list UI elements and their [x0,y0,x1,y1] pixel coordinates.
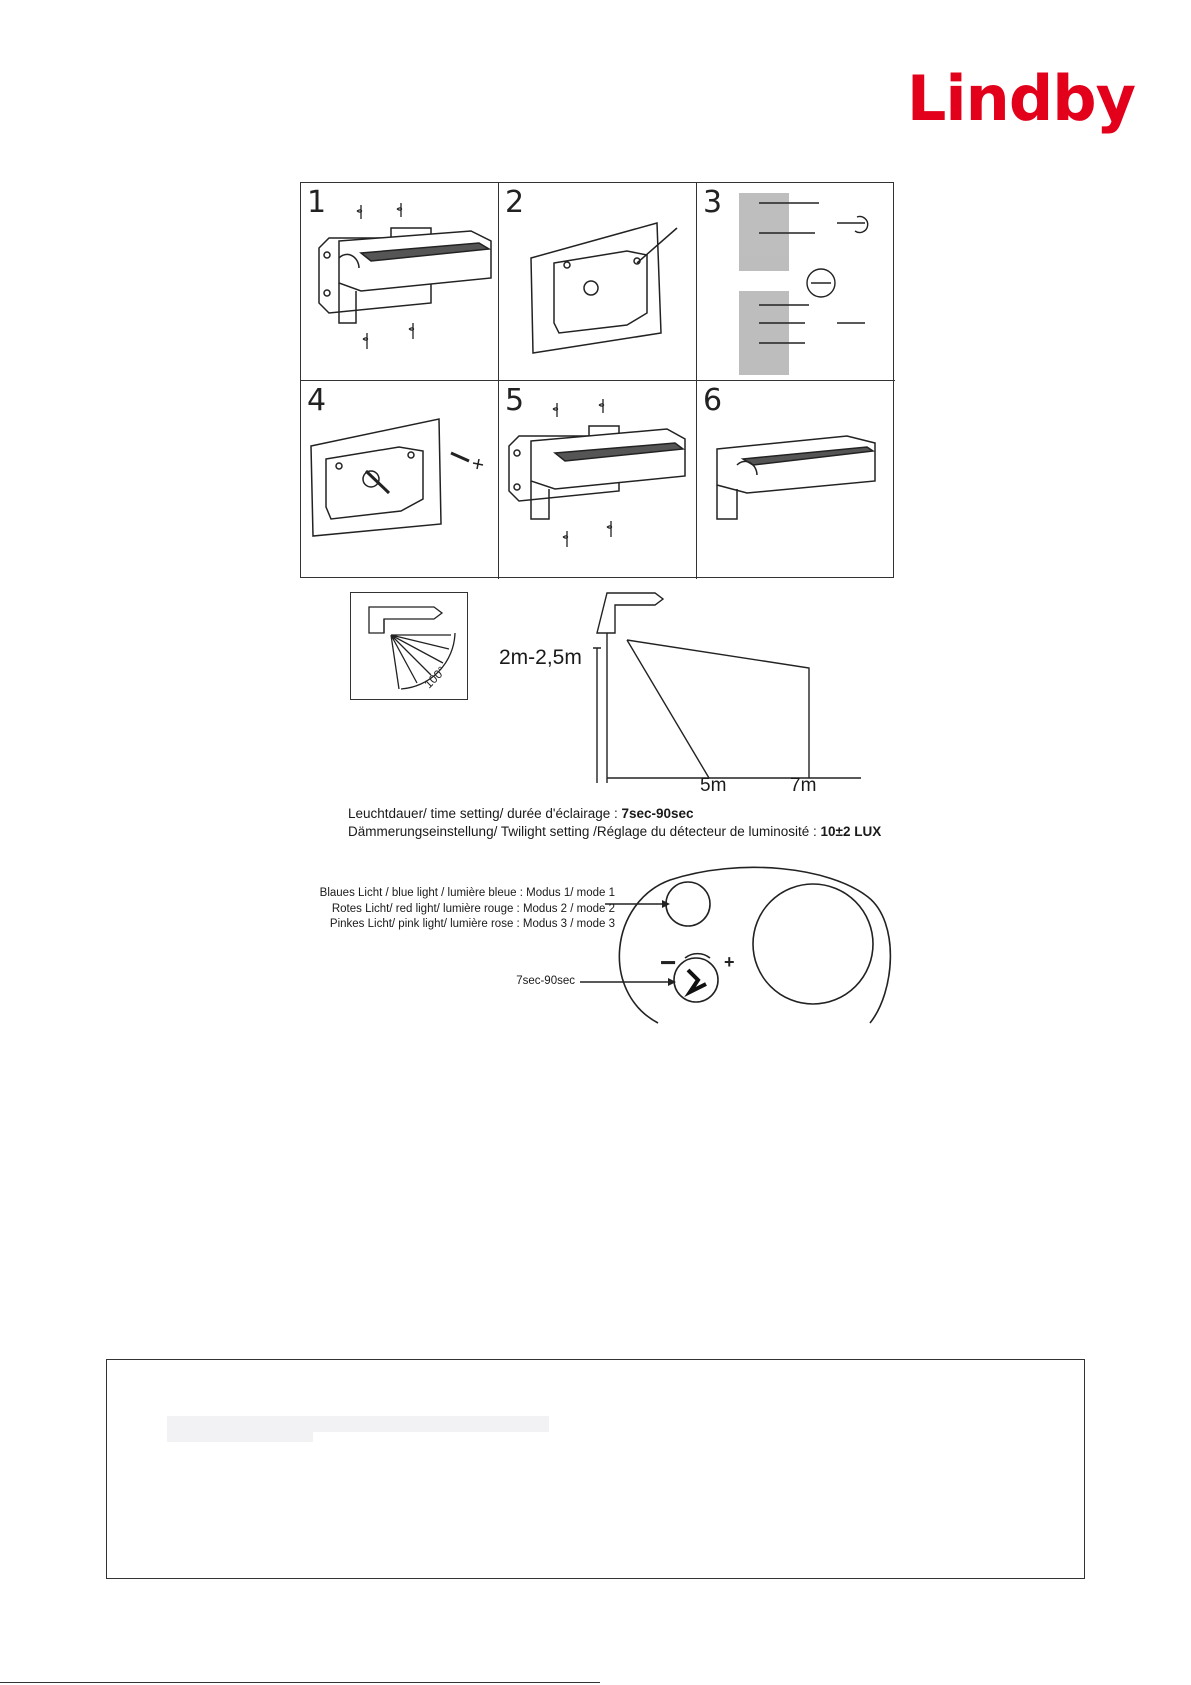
redacted-area [167,1430,313,1442]
step-5-illustration [499,381,697,579]
range-far-label: 7m [790,775,817,796]
info-box [106,1359,1085,1579]
decrease-symbol: − [660,947,677,978]
step-6-illustration [697,381,895,579]
step-1-illustration [301,183,499,381]
step-number: 1 [307,185,327,220]
control-panel-outline [619,867,890,1023]
increase-symbol: + [724,952,735,972]
detection-range-diagram [575,588,865,783]
mode-1-label: Blaues Licht / blue light / lumière bleue : Modus 1/ mode 1 [319,887,615,899]
step-5-panel [499,381,697,579]
control-panel-diagram [580,862,895,1032]
time-setting-value: 7sec-90sec [621,806,694,821]
step-3-panel [697,183,895,381]
time-setting-line [348,806,694,821]
time-setting-label: Leuchtdauer/ time setting/ durée d'éclairage : [348,806,622,821]
detection-angle-label: 100° [421,663,449,692]
mode-legend [260,886,615,933]
step-number: 6 [703,383,723,418]
mount-height-label: 2m-2,5m [499,646,582,669]
step-2-illustration [499,183,697,381]
twilight-setting-value: 10±2 LUX [820,824,882,839]
step-3-illustration [697,183,895,381]
step-4-illustration [301,381,499,579]
mode-2-label: Rotes Licht/ red light/ lumière rouge : Modus 2 / mode 2 [331,902,615,915]
detection-angle-illustration [351,593,469,701]
step-number: 2 [505,185,525,220]
brand-logo: Lindby [906,62,1135,135]
step-number: 4 [307,383,327,418]
step-number: 3 [703,185,723,220]
time-dial-label: 7sec-90sec [516,975,575,987]
step-1-panel [301,183,499,381]
twilight-setting-label: Dämmerungseinstellung/ Twilight setting /Réglage du détecteur de luminosité : [348,824,821,839]
mode-3-label: Pinkes Licht/ pink light/ lumière rose : Modus 3 / mode 3 [329,918,615,930]
mode-button [666,882,710,926]
step-4-panel [301,381,499,579]
installation-steps-grid [300,182,894,578]
step-2-panel [499,183,697,381]
step-number: 5 [505,383,525,418]
step-6-panel [697,381,895,579]
sensor-lens [753,884,873,1004]
range-near-label: 5m [700,775,727,796]
detection-angle-diagram [350,592,468,700]
footer-rule [0,1682,600,1683]
twilight-setting-line [348,824,881,839]
